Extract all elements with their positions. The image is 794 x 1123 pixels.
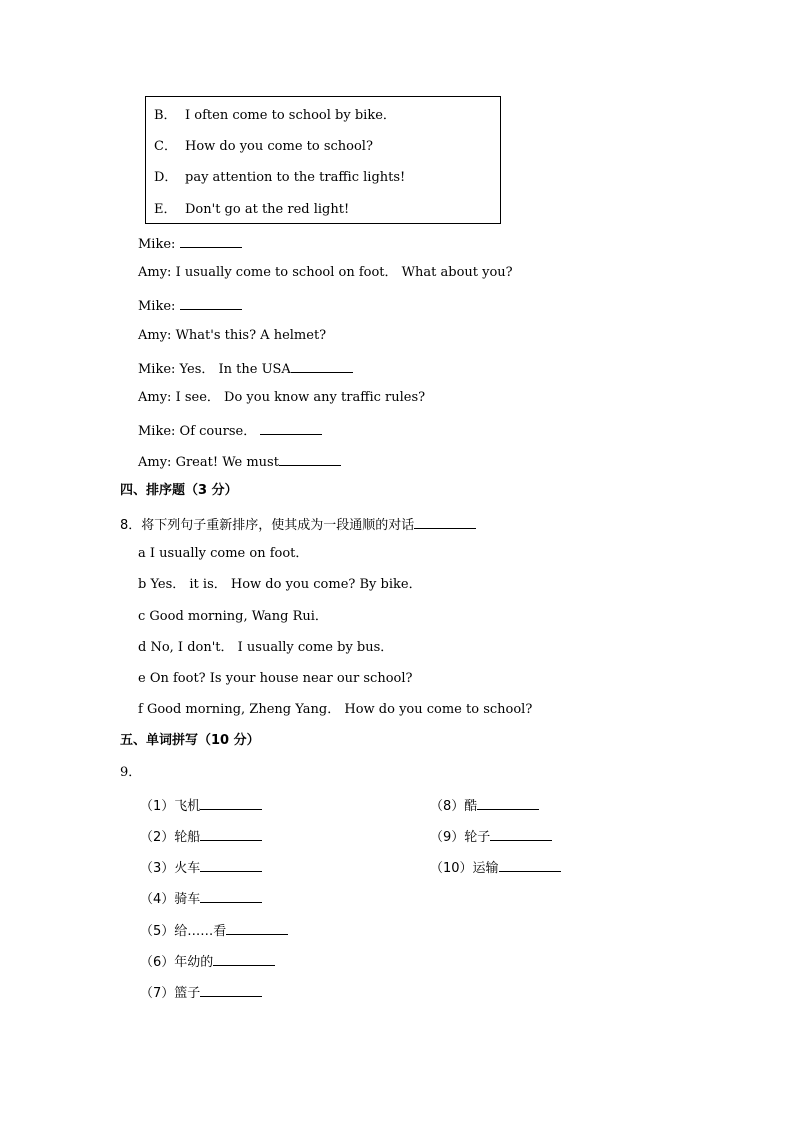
answer-blank[interactable] — [213, 952, 275, 966]
option-text: I often come to school by bike． — [185, 108, 396, 123]
dialogue-line: Mike: — [138, 296, 242, 315]
answer-blank[interactable] — [200, 983, 262, 997]
answer-blank[interactable] — [499, 858, 561, 872]
answer-blank[interactable] — [200, 796, 262, 810]
dialogue-line: Mike: Of course． — [138, 421, 322, 440]
option-text: How do you come to school? — [185, 139, 373, 154]
sentence-a: a I usually come on foot． — [138, 546, 309, 561]
word-item: （4）骑车 — [140, 889, 262, 908]
sentence-e: e On foot? Is your house near our school? — [138, 671, 413, 686]
sentence-d: d No, I don't． I usually come by bus． — [138, 640, 394, 655]
dialogue-line: Mike: — [138, 234, 242, 253]
word-item: （6）年幼的 — [140, 952, 275, 971]
answer-blank[interactable] — [414, 515, 476, 529]
option-label: C． — [154, 139, 177, 154]
word-item: （8）酷 — [430, 796, 539, 815]
answer-blank[interactable] — [490, 827, 552, 841]
answer-blank[interactable] — [279, 452, 341, 466]
word-item: （7）篮子 — [140, 983, 262, 1002]
word-item: （10）运输 — [430, 858, 561, 877]
answer-blank[interactable] — [200, 858, 262, 872]
word-item: （5）给……看 — [140, 921, 288, 940]
question-9: 9． — [120, 765, 142, 780]
sentence-c: c Good morning, Wang Rui． — [138, 609, 328, 624]
options-box — [145, 96, 501, 224]
answer-blank[interactable] — [291, 359, 353, 373]
dialogue-line: Mike: Yes． In the USA — [138, 359, 353, 378]
sentence-f: f Good morning, Zheng Yang． How do you come to school? — [138, 702, 533, 717]
dialogue-line: Amy: I usually come to school on foot． What about you? — [138, 265, 513, 280]
answer-blank[interactable] — [477, 796, 539, 810]
word-item: （1）飞机 — [140, 796, 262, 815]
option-label: B． — [154, 108, 177, 123]
sentence-b: b Yes． it is． How do you come? By bike． — [138, 577, 422, 592]
section-heading: 四、排序题（3 分） — [120, 483, 238, 498]
option-label: E． — [154, 202, 177, 217]
word-item: （2）轮船 — [140, 827, 262, 846]
word-item: （9）轮子 — [430, 827, 552, 846]
answer-blank[interactable] — [200, 889, 262, 903]
option-e — [154, 202, 349, 218]
answer-blank[interactable] — [260, 421, 322, 435]
answer-blank[interactable] — [200, 827, 262, 841]
answer-blank[interactable] — [226, 921, 288, 935]
question-8: 8．将下列句子重新排序，使其成为一段通顺的对话 — [120, 515, 476, 534]
option-label: D． — [154, 170, 178, 185]
option-b — [154, 108, 396, 124]
answer-blank[interactable] — [180, 296, 242, 310]
dialogue-line: Amy: What's this? A helmet? — [138, 328, 327, 343]
option-d — [154, 170, 405, 186]
option-text: Don't go at the red light! — [185, 202, 350, 217]
word-item: （3）火车 — [140, 858, 262, 877]
option-text: pay attention to the traffic lights! — [185, 170, 406, 185]
section-heading: 五、单词拼写（10 分） — [120, 733, 260, 748]
option-c — [154, 139, 373, 155]
answer-blank[interactable] — [180, 234, 242, 248]
dialogue-line: Amy: I see． Do you know any traffic rules? — [138, 390, 426, 405]
dialogue-line: Amy: Great! We must — [138, 452, 341, 471]
